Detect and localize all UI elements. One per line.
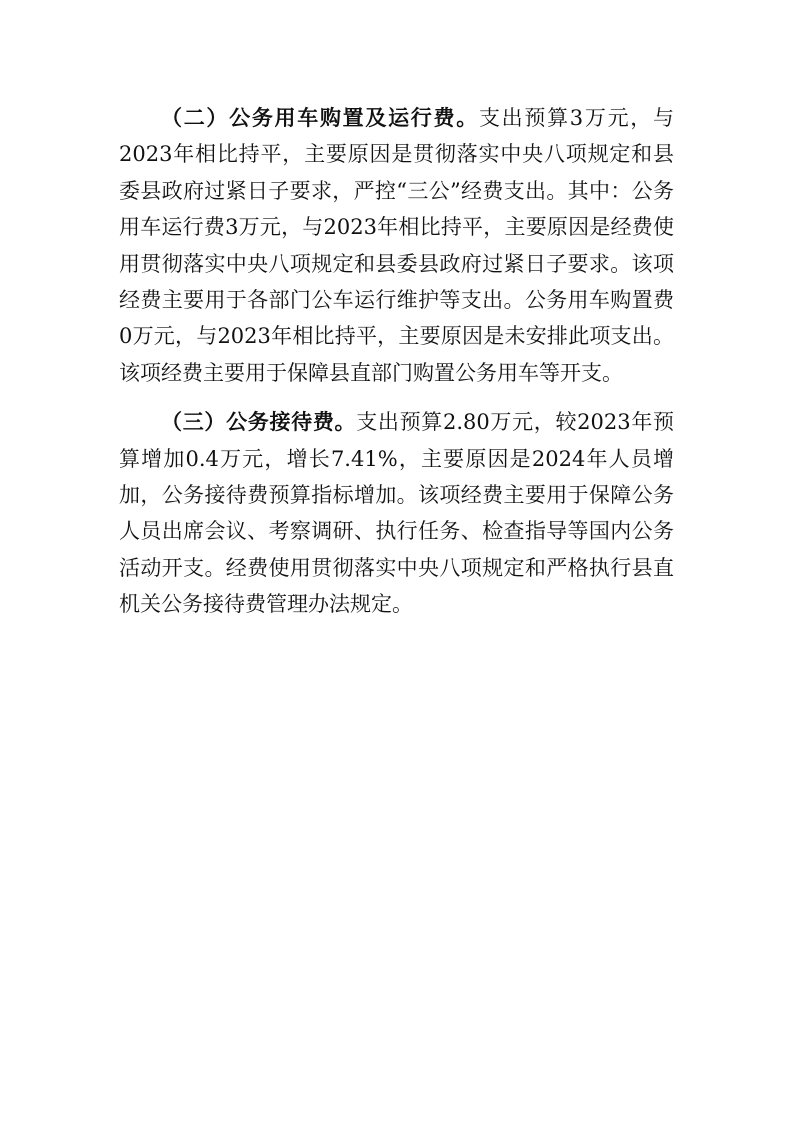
section-heading-reception: （三）公务接待费。 xyxy=(161,410,357,435)
document-body xyxy=(119,100,674,636)
paragraph-reception-costs xyxy=(119,404,674,622)
paragraph-text-reception: 支出预算2.80万元，较2023年预算增加0.4万元，增长7.41%，主要原因是2024年人员增加，公务接待费预算指标增加。该项经费主要用于保障公务人员出席会议、考察调研、执行任务、检查指导等国内公务活动开支。经费使用贯彻落实中央八项规定和严格执行县直机关公务接待费管理办法规定。 xyxy=(119,410,675,617)
paragraph-text-vehicle: 支出预算3万元，与2023年相比持平，主要原因是贯彻落实中央八项规定和县委县政府过紧日子要求，严控“三公”经费支出。其中：公务用车运行费3万元，与2023年相比持平，主要原因是经费使用贯彻落实中央八项规定和县委县政府过紧日子要求。该项经费主要用于各部门公车运行维护等支出。公务用车购置费0万元，与2023年相比持平，主要原因是未安排此项支出。该项经费主要用于保障县直部门购置公务用车等开支。 xyxy=(119,106,674,385)
paragraph-vehicle-costs xyxy=(119,100,674,391)
section-heading-vehicle: （二）公务用车购置及运行费。 xyxy=(161,106,479,130)
